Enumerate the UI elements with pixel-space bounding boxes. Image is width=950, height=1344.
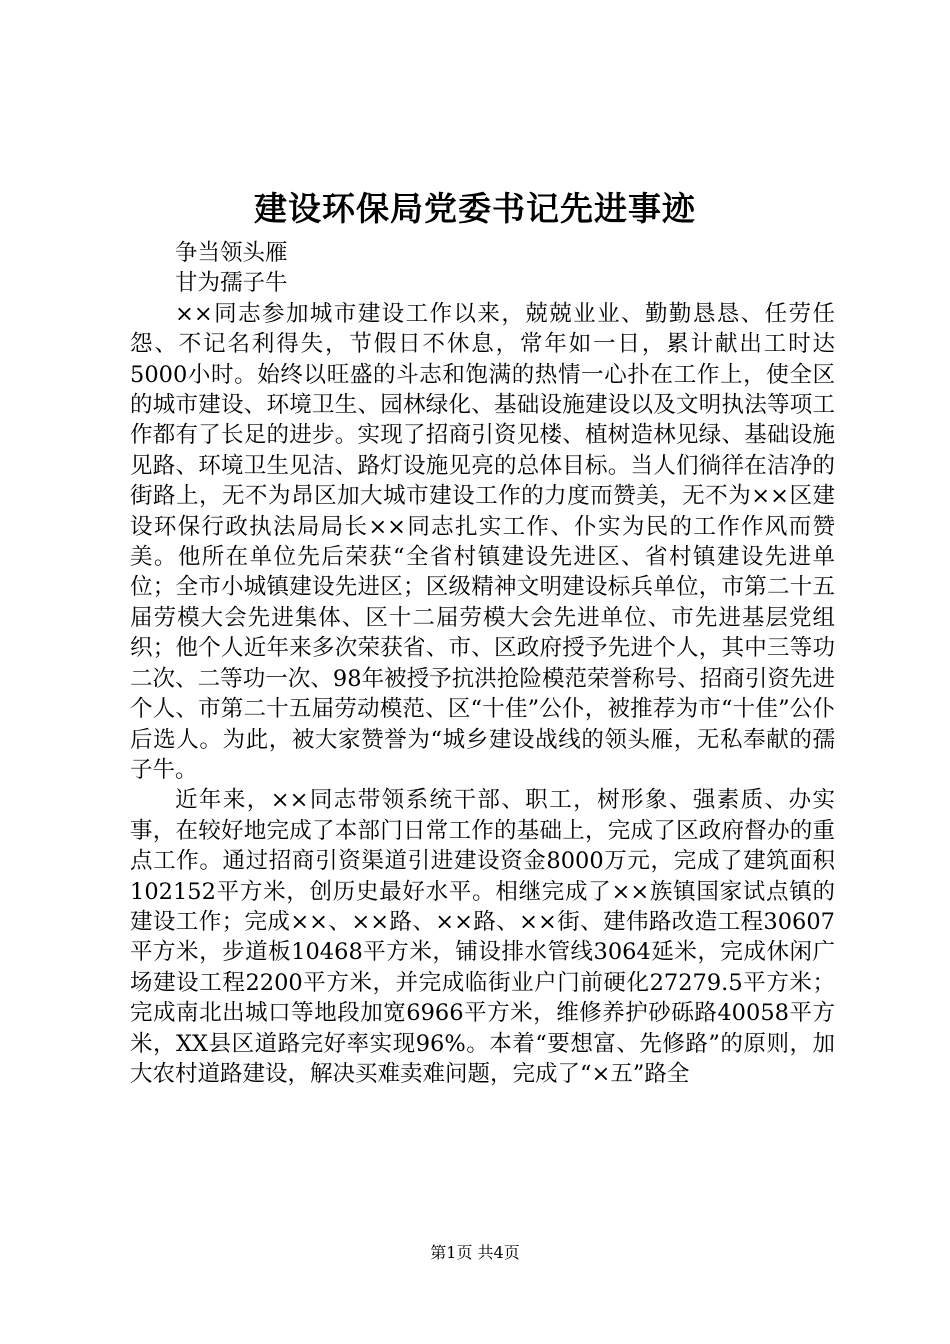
page-footer: 第1页 共4页 [430, 1243, 520, 1262]
document-title: 建设环保局党委书记先进事迹 [254, 189, 696, 228]
body-paragraph: ××同志参加城市建设工作以来，兢兢业业、勤勤恳恳、任劳任怨、不记名利得失，节假日不休息，常年如一日，累计献出工时达5000小时。始终以旺盛的斗志和饱满的热情一心扑在工作上，使全区的城市建设、环境卫生、园林绿化、基础设施建设以及文明执法等项工作都有了长足的进步。实现了招商引资见楼、植树造林见绿、基础设施见路、环境卫生见洁、路灯设施见亮的总体目标。当人们徜徉在洁净的街路上，无不为昂区加大城市建设工作的力度而赞美，无不为××区建设环保行政执法局局长××同志扎实工作、仆实为民的工作作风而赞美。他所在单位先后荣获“全省村镇建设先进区、省村镇建设先进单位；全市小城镇建设先进区；区级精神文明建设标兵单位，市第二十五届劳模大会先进集体、区十二届劳模大会先进单位、市先进基层党组织；他个人近年来多次荣获省、市、区政府授予先进个人，其中三等功二次、二等功一次、98年被授予抗洪抢险模范荣誉称号、招商引资先进个人、市第二十五届劳动模范、区“十佳”公仆，被推荐为市“十佳”公仆后选人。为此，被大家赞誉为“城乡建设战线的领头雁，无私奉献的孺子牛。 [130, 300, 835, 783]
document-body [130, 238, 835, 1089]
subtitle-line: 争当领头雁 [175, 240, 288, 266]
subtitle-line: 甘为孺子牛 [175, 270, 288, 297]
body-paragraph: 近年来，××同志带领系统干部、职工，树形象、强素质、办实事，在较好地完成了本部门日常工作的基础上，完成了区政府督办的重点工作。通过招商引资渠道引进建设资金8000万元，完成了建筑面积102152平方米，创历史最好水平。相继完成了××族镇国家试点镇的建设工作；完成××、××路、××路、××街、建伟路改造工程30607平方米，步道板10468平方米，铺设排水管线3064延米，完成休闲广场建设工程2200平方米，并完成临街业户门前硬化27279.5平方米；完成南北出城口等地段加宽6966平方米，维修养护砂砾路40058平方米，XX县区道路完好率实现96%。本着“要想富、先修路”的原则，加大农村道路建设，解决买难卖难问题，完成了“×五”路全 [130, 787, 835, 1087]
